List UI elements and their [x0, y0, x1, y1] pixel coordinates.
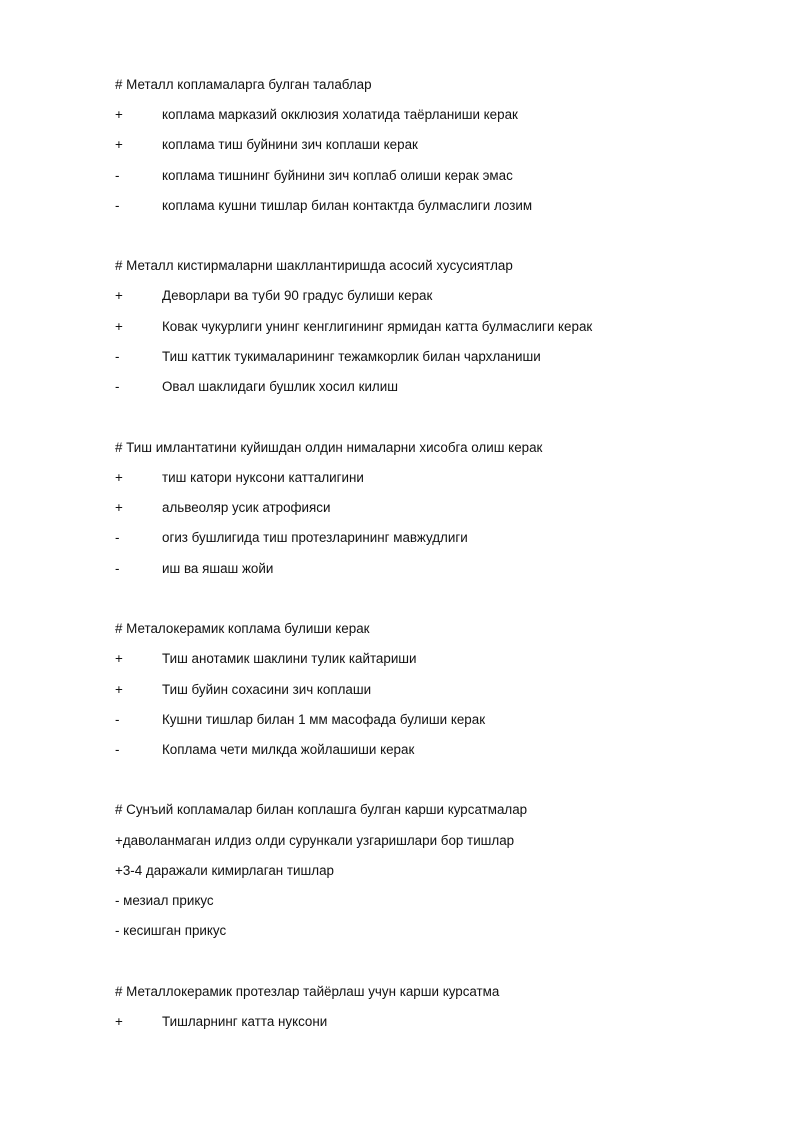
item-marker: + — [115, 1014, 123, 1029]
section-heading: # Тиш имлантатини куйишдан олдин нималарни хисобга олиш керак — [115, 440, 543, 455]
plain-line: +даволанмаган илдиз олди сурункали узгаришлари бор тишлар — [115, 833, 515, 848]
item-marker: - — [115, 742, 120, 757]
item-text: иш ва яшаш жойи — [162, 561, 274, 576]
item-marker: + — [115, 651, 123, 666]
item-text: коплама тиш буйнини зич коплаши керак — [162, 137, 418, 152]
item-text: Деворлари ва туби 90 градус булиши керак — [162, 288, 433, 303]
section-heading: # Металлокерамик протезлар тайёрлаш учун карши курсатма — [115, 984, 500, 999]
item-text: огиз бушлигида тиш протезларининг мавжудлиги — [162, 530, 468, 545]
item-text: Тиш буйин сохасини зич коплаши — [162, 682, 372, 697]
item-marker: - — [115, 379, 120, 394]
item-text: тиш катори нуксони катталигини — [162, 470, 364, 485]
item-marker: + — [115, 288, 123, 303]
section-heading: # Сунъий копламалар билан коплашга булган карши курсатмалар — [115, 802, 528, 817]
item-text: Кушни тишлар билан 1 мм масофада булиши керак — [162, 712, 486, 727]
section-heading: # Металл копламаларга булган талаблар — [115, 77, 372, 92]
plain-line: +3-4 даражали кимирлаган тишлар — [115, 863, 334, 878]
item-marker: + — [115, 470, 123, 485]
item-text: Тиш анотамик шаклини тулик кайтариши — [162, 651, 417, 666]
item-marker: + — [115, 500, 123, 515]
item-marker: + — [115, 137, 123, 152]
plain-line: - кесишган прикус — [115, 923, 227, 938]
item-text: коплама марказий окклюзия холатида таёрланиши керак — [162, 107, 518, 122]
section-heading: # Металл кистирмаларни шакллантиришда асосий хусусиятлар — [115, 258, 513, 273]
item-marker: - — [115, 530, 120, 545]
item-marker: - — [115, 168, 120, 183]
item-marker: - — [115, 349, 120, 364]
item-text: коплама кушни тишлар билан контактда булмаслиги лозим — [162, 198, 533, 213]
item-text: Тиш каттик тукималарининг тежамкорлик билан чархланиши — [162, 349, 541, 364]
item-marker: + — [115, 682, 123, 697]
item-marker: + — [115, 319, 123, 334]
item-text: Коплама чети милкда жойлашиши керак — [162, 742, 415, 757]
plain-line: - мезиал прикус — [115, 893, 214, 908]
item-marker: - — [115, 198, 120, 213]
item-text: Овал шаклидаги бушлик хосил килиш — [162, 379, 398, 394]
item-text: коплама тишнинг буйнини зич коплаб олиши керак эмас — [162, 168, 513, 183]
item-text: Ковак чукурлиги унинг кенглигининг ярмидан катта булмаслиги керак — [162, 319, 593, 334]
item-text: альвеоляр усик атрофияси — [162, 500, 331, 515]
item-text: Тишларнинг катта нуксони — [162, 1014, 328, 1029]
section-heading: # Металокерамик коплама булиши керак — [115, 621, 370, 636]
item-marker: - — [115, 561, 120, 576]
item-marker: - — [115, 712, 120, 727]
item-marker: + — [115, 107, 123, 122]
